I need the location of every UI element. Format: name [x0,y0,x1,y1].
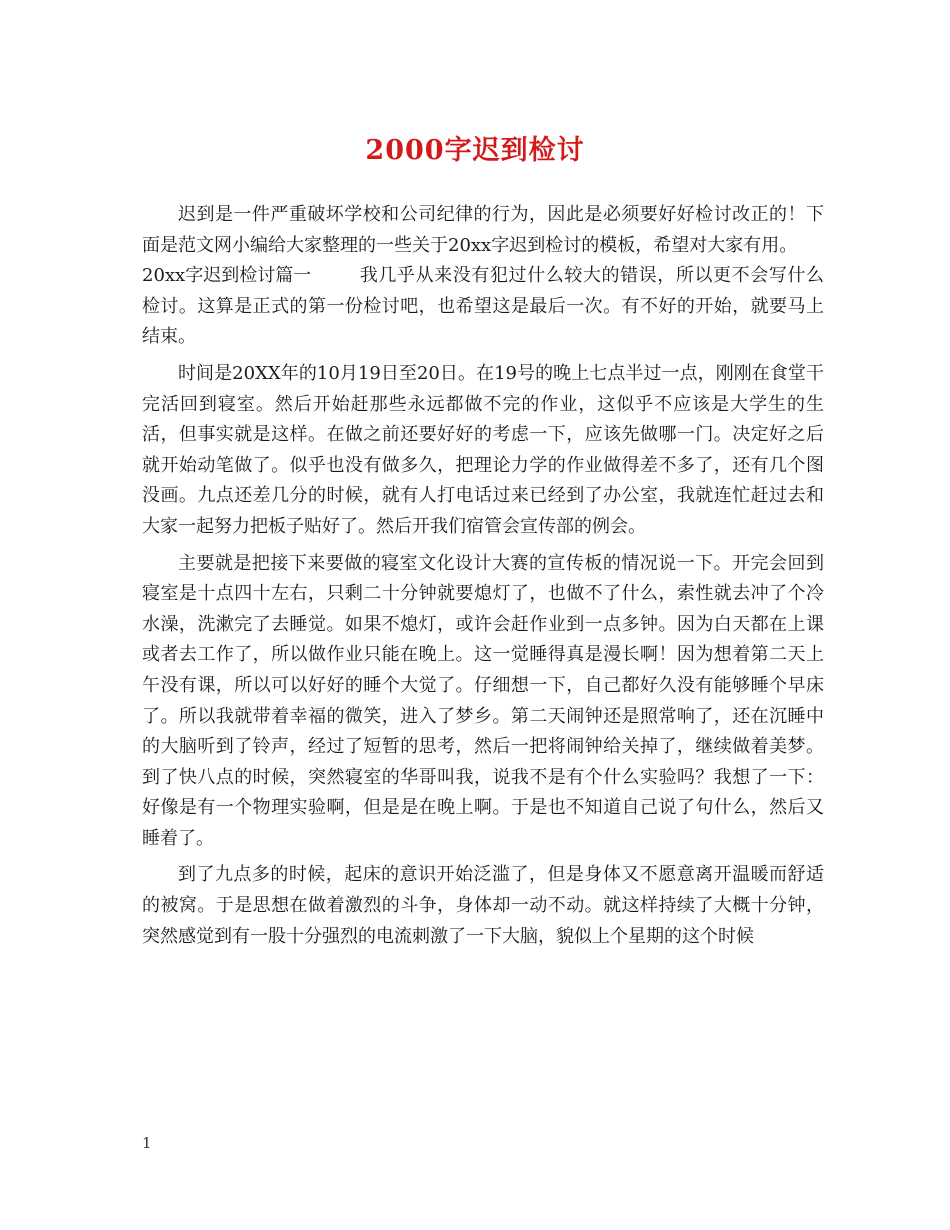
section-paragraph [142,261,824,353]
page-number: 1 [142,1134,152,1152]
document-body [142,200,824,952]
intro-paragraph: 迟到是一件严重破坏学校和公司纪律的行为，因此是必须要好好检讨改正的！下面是范文网小编给大家整理的一些关于20xx字迟到检讨的模板，希望对大家有用。 [142,204,824,256]
body-paragraph-2: 主要就是把接下来要做的寝室文化设计大赛的宣传板的情况说一下。开完会回到寝室是十点四十左右，只剩二十分钟就要熄灯了，也做不了什么，索性就去冲了个冷水澡，洗漱完了去睡觉。如果不熄灯，或许会赶作业到一点多钟。因为白天都在上课或者去工作了，所以做作业只能在晚上。这一觉睡得真是漫长啊！因为想着第二天上午没有课，所以可以好好的睡个大觉了。仔细想一下，自己都好久没有能够睡个早床了。所以我就带着幸福的微笑，进入了梦乡。第二天闹钟还是照常响了，还在沉睡中的大脑听到了铃声，经过了短暂的思考，然后一把将闹钟给关掉了，继续做着美梦。到了快八点的时候，突然寝室的华哥叫我，说我不是有个什么实验吗？我想了一下：好像是有一个物理实验啊，但是是在晚上啊。于是也不知道自己说了句什么，然后又睡着了。 [142,552,824,849]
body-paragraph-3: 到了九点多的时候，起床的意识开始泛滥了，但是身体又不愿意离开温暖而舒适的被窝。于是思想在做着激烈的斗争，身体却一动不动。就这样持续了大概十分钟，突然感觉到有一股十分强烈的电流刺激了一下大脑，貌似上个星期的这个时候 [142,864,824,947]
section-first-text: 我几乎从来没有犯过什么较大的错误，所以更不会写什么检讨。这算是正式的第一份检讨吧，也希望这是最后一次。有不好的开始，就要马上结束。 [142,265,824,348]
section-heading: 20xx字迟到检讨篇一 [142,265,312,287]
body-paragraph-1: 时间是20XX年的10月19日至20日。在19号的晚上七点半过一点，刚刚在食堂干完活回到寝室。然后开始赶那些永远都做不完的作业，这似乎不应该是大学生的生活，但事实就是这样。在做之前还要好好的考虑一下，应该先做哪一门。决定好之后就开始动笔做了。似乎也没有做多久，把理论力学的作业做得差不多了，还有几个图没画。九点还差几分的时候，就有人打电话过来已经到了办公室，我就连忙赶过去和大家一起努力把板子贴好了。然后开我们宿管会宣传部的例会。 [142,362,824,537]
document-title: 2000字迟到检讨 [365,135,585,166]
